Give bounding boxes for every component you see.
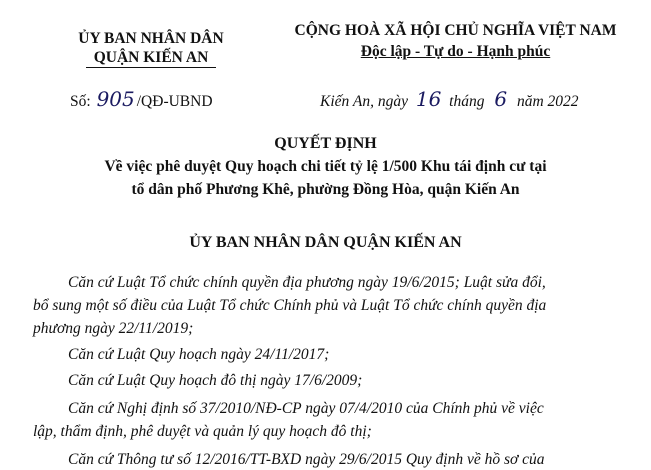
document-number (70, 87, 213, 111)
document-date (320, 87, 579, 111)
number-suffix: /QĐ-UBND (136, 93, 213, 110)
basis-p4-line1: Căn cứ Nghị định số 37/2010/NĐ-CP ngày 07/4/2010 của Chính phủ về việc (68, 400, 544, 417)
month-handwritten: 6 (494, 87, 508, 111)
document-title: QUYẾT ĐỊNH (274, 135, 377, 152)
number-prefix: Số: (70, 93, 91, 110)
basis-p5-line1: Căn cứ Thông tư số 12/2016/TT-BXD ngày 29/6/2015 Quy định về hồ sơ của (68, 451, 545, 468)
motto-text: Độc lập - Tự do - Hạnh phúc (360, 43, 551, 60)
district-name: QUẬN KIẾN AN (93, 49, 209, 66)
basis-p1-line3: phương ngày 22/11/2019; (33, 320, 194, 337)
day-handwritten: 16 (415, 87, 442, 111)
year-label: năm 2022 (516, 93, 579, 110)
subject-line-2: tổ dân phố Phương Khê, phường Đồng Hòa, quận Kiến An (131, 181, 520, 198)
number-handwritten: 905 (96, 87, 135, 111)
basis-p3: Căn cứ Luật Quy hoạch đô thị ngày 17/6/2009; (68, 372, 363, 389)
district-underline (86, 49, 216, 68)
motto (260, 43, 651, 61)
basis-p1-line2: bổ sung một số điều của Luật Tổ chức Chính phủ và Luật Tổ chức chính quyền địa (33, 297, 547, 314)
subject-line-1: Về việc phê duyệt Quy hoạch chi tiết tỷ lệ 1/500 Khu tái định cư tại (104, 158, 547, 175)
issuing-authority: ỦY BAN NHÂN DÂN QUẬN KIẾN AN (189, 234, 462, 251)
month-label: tháng (449, 93, 485, 110)
agency-name: ỦY BAN NHÂN DÂN (78, 30, 224, 47)
basis-p4-line2: lập, thẩm định, phê duyệt và quản lý quy hoạch đô thị; (33, 423, 372, 440)
country-name: CỘNG HOÀ XÃ HỘI CHỦ NGHĨA VIỆT NAM (294, 22, 617, 39)
basis-p2: Căn cứ Luật Quy hoạch ngày 24/11/2017; (68, 346, 330, 363)
basis-p1-line1: Căn cứ Luật Tổ chức chính quyền địa phương ngày 19/6/2015; Luật sửa đổi, (68, 274, 546, 291)
date-prefix: Kiến An, ngày (320, 93, 408, 110)
